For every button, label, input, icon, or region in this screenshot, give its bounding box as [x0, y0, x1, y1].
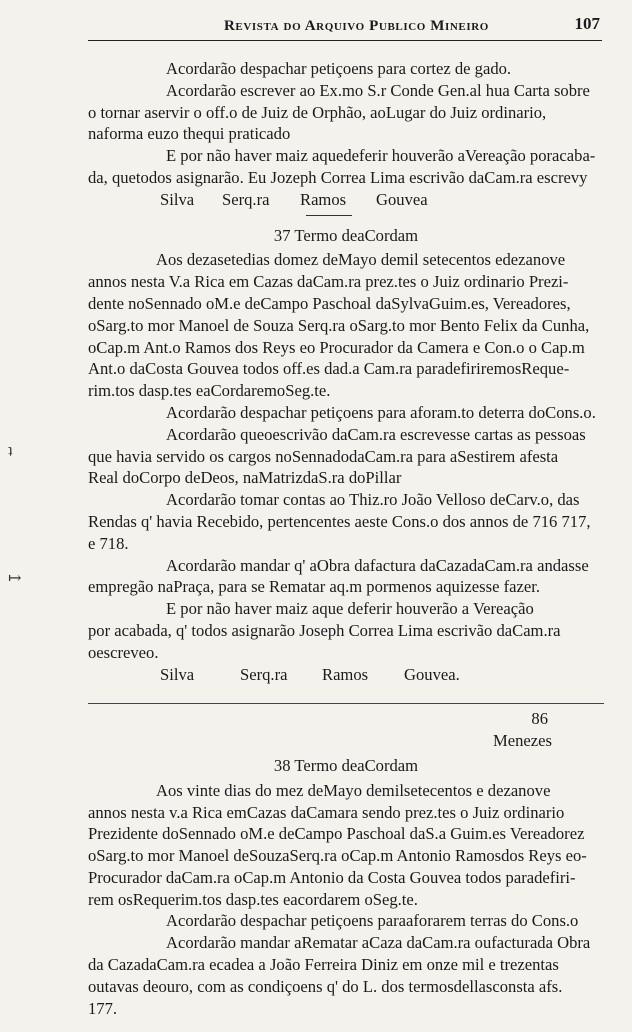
text-line: annos nesta v.a Rica emCazas daCamara sendo prez.tes o Juiz ordinario [88, 802, 565, 822]
text-line: Procurador daCam.ra oCap.m Antonio da Costa Gouvea todos paradefiri- [88, 867, 576, 887]
text-line: oCap.m Ant.o Ramos dos Reys eo Procurador da Camera e Con.o o Cap.m [88, 337, 585, 357]
text-line: E por não haver maiz aquedeferir houverão aVereação poracaba- [166, 146, 596, 166]
text-line: por acabada, q' todos asignarão Joseph Correa Lima escrivão daCam.ra [88, 620, 561, 640]
text-line: E por não haver maiz aque deferir houverão a Vereação [166, 599, 534, 619]
text-line: Acordarão mandar q' aObra dafactura daCazadaCam.ra andasse [166, 555, 589, 575]
margin-mark: ↦ [8, 570, 22, 587]
page-header [88, 10, 602, 41]
section-heading: 37 Termo deaCordam [273, 225, 419, 245]
text-line: Acordarão despachar petiçoens para aforam.to deterra doCons.o. [166, 402, 596, 422]
text-line: Acordarão mandar aRematar aCaza daCam.ra oufacturada Obra [166, 933, 591, 953]
text-line: e 718. [88, 533, 129, 553]
signature-name: Ramos [300, 189, 347, 209]
text-line: Acordarão queoescrivão daCam.ra escrevesse cartas as pessoas [166, 424, 586, 444]
text-line: oescreveo. [88, 642, 159, 662]
text-line: naforma euzo thequi praticado [88, 124, 291, 144]
text-line: oSarg.to mor Manoel de Souza Serq.ra oSarg.to mor Bento Felix da Cunha, [88, 315, 590, 335]
text-line: outavas deouro, com as condiçoens q' do L. dos termosdellasconsta afs. [88, 976, 563, 996]
margin-mark: ʇ [8, 443, 13, 460]
text-line: da CazadaCam.ra ecadea a João Ferreira Diniz em onze mil e trezentas [88, 955, 559, 975]
text-line: da, quetodos asignarão. Eu Jozeph Correa Lima escrivão daCam.ra escrevy [88, 167, 588, 187]
text-line: Acordarão despachar petiçoens para cortez de gado. [166, 59, 512, 78]
text-line: Acordarão tomar contas ao Thiz.ro João Velloso deCarv.o, das [166, 490, 580, 510]
signature-line [88, 189, 604, 211]
text-line: empregão naPraça, para se Rematar aq.m pormenos aquizesse fazer. [88, 577, 540, 597]
text-line: Acordarão despachar petiçoens paraaforarem terras do Cons.o [166, 911, 579, 931]
text-line: o tornar aservir o off.o de Juiz de Orphão, aoLugar do Juiz ordinario, [88, 102, 547, 122]
margin-number: 86 [531, 709, 548, 729]
section-heading: 38 Termo deaCordam [273, 755, 419, 775]
signature-name: Serq.ra [222, 189, 270, 209]
document-body [88, 58, 604, 1019]
journal-title: Revista do Arquivo Publico Mineiro [224, 18, 489, 34]
text-line: Aos vinte dias do mez deMayo demilsetecentos e dezanove [156, 780, 551, 800]
text-line: Ant.o daCosta Gouvea todos off.es dad.a Cam.ra paradefiriremosReque- [88, 359, 570, 379]
text-line: Acordarão escrever ao Ex.mo S.r Conde Gen.al hua Carta sobre [166, 80, 590, 100]
page-number: 107 [574, 14, 600, 33]
text-line: oSarg.to mor Manoel deSouzaSerq.ra oCap.m Antonio Ramosdos Reys eo- [88, 846, 587, 866]
text-line: Real doCorpo deDeos, naMatrizdaS.ra doPillar [88, 468, 402, 488]
text-line: Rendas q' havia Recebido, pertencentes aeste Cons.o dos annos de 716 717, [88, 511, 591, 531]
text-line: dente noSennado oM.e deCampo Paschoal daSylvaGuim.es, Vereadores, [88, 293, 571, 313]
text-line: rem osRequerim.tos dasp.tes eacordarem oSeg.te. [88, 889, 418, 909]
margin-name: Menezes [493, 731, 552, 751]
signature-line [88, 664, 604, 686]
signature-name: Gouvea. [404, 664, 460, 684]
signature-name: Silva [160, 189, 195, 209]
signature-name: Serq.ra [240, 664, 288, 684]
text-line: rim.tos dasp.tes eaCordaremoSeg.te. [88, 381, 331, 401]
text-line: Aos dezasetedias domez deMayo demil setecentos edezanove [156, 250, 566, 270]
text-line: Prezidente doSennado oM.e deCampo Paschoal daS.a Guim.es Vereadorez [88, 824, 585, 844]
signature-name: Ramos [322, 664, 369, 684]
signature-name: Silva [160, 664, 195, 684]
divider [306, 215, 352, 216]
section-divider [88, 703, 604, 704]
text-line: que havia servido os cargos noSennadodaCam.ra para aSestirem afesta [88, 446, 559, 466]
text-line: annos nesta V.a Rica em Cazas daCam.ra prez.tes o Juiz ordinario Prezi- [88, 272, 569, 292]
text-line: 177. [88, 998, 118, 1018]
signature-name: Gouvea [376, 189, 428, 209]
